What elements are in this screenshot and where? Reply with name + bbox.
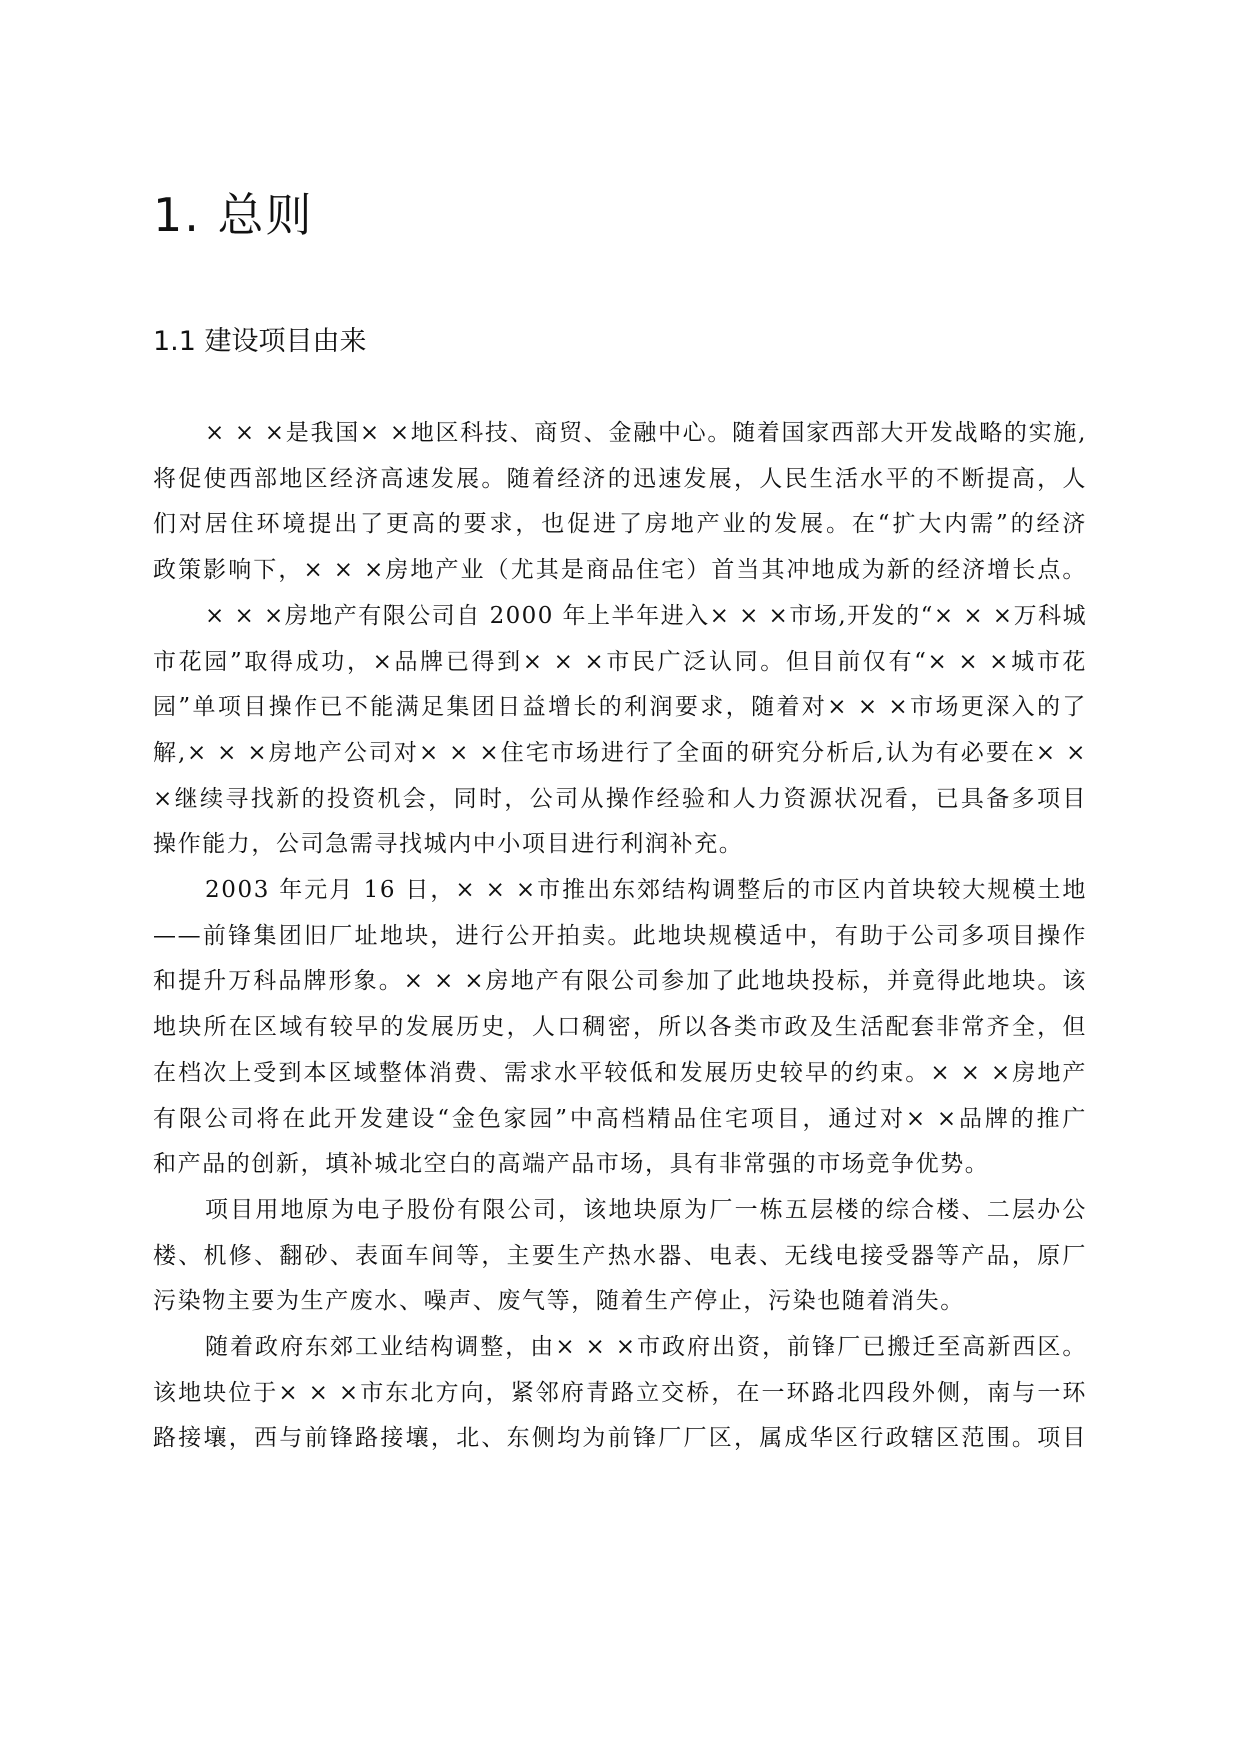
text-line: 和产品的创新，填补城北空白的高端产品市场，具有非常强的市场竞争优势。 (153, 1151, 990, 1178)
text-line: ×继续寻找新的投资机会，同时，公司从操作经验和人力资源状况看，已具备多项目 (153, 785, 1087, 812)
text-line: 该地块位于× × ×市东北方向，紧邻府青路立交桥，在一环路北四段外侧，南与一环 (153, 1379, 1087, 1406)
text-line: 楼、机修、翻砂、表面车间等，主要生产热水器、电表、无线电接受器等产品，原厂 (153, 1242, 1087, 1269)
text-line: 路接壤，西与前锋路接壤，北、东侧均为前锋厂厂区，属成华区行政辖区范围。项目 (153, 1425, 1087, 1452)
paragraph-3 (153, 868, 1087, 1188)
text-line: ——前锋集团旧厂址地块，进行公开拍卖。此地块规模适中，有助于公司多项目操作 (153, 922, 1087, 949)
text-line: 有限公司将在此开发建设“金色家园”中高档精品住宅项目，通过对× ×品牌的推广 (153, 1105, 1087, 1132)
text-line: 们对居住环境提出了更高的要求，也促进了房地产业的发展。在“扩大内需”的经济 (153, 511, 1087, 538)
text-line: 污染物主要为生产废水、噪声、废气等，随着生产停止，污染也随着消失。 (153, 1288, 965, 1315)
text-line: 在档次上受到本区域整体消费、需求水平较低和发展历史较早的约束。× × ×房地产 (153, 1059, 1087, 1086)
text-line: 将促使西部地区经济高速发展。随着经济的迅速发展，人民生活水平的不断提高，人 (153, 465, 1087, 492)
text-line: 园”单项目操作已不能满足集团日益增长的利润要求，随着对× × ×市场更深入的了 (153, 694, 1087, 721)
section-title: 1.1 建设项目由来 (153, 326, 367, 357)
paragraph-2 (153, 594, 1087, 868)
chapter-title: 1. 总则 (153, 188, 314, 242)
body-text (153, 411, 1087, 1462)
text-line: × × ×是我国× ×地区科技、商贸、金融中心。随着国家西部大开发战略的实施, (205, 420, 1087, 446)
text-line: 政策影响下，× × ×房地产业（尤其是商品住宅）首当其冲地成为新的经济增长点。 (153, 557, 1087, 584)
text-line: 随着政府东郊工业结构调整，由× × ×市政府出资，前锋厂已搬迁至高新西区。 (205, 1334, 1087, 1361)
text-line: 市花园”取得成功，×品牌已得到× × ×市民广泛认同。但目前仅有“× × ×城市花 (153, 648, 1087, 675)
text-line: 项目用地原为电子股份有限公司，该地块原为厂一栋五层楼的综合楼、二层办公 (205, 1196, 1087, 1223)
paragraph-1 (153, 411, 1087, 594)
paragraph-4 (153, 1188, 1087, 1325)
text-line: × × ×房地产有限公司自 2000 年上半年进入× × ×市场,开发的“× × ×万科城 (205, 602, 1087, 629)
text-line: 操作能力，公司急需寻找城内中小项目进行利润补充。 (153, 831, 744, 858)
text-line: 2003 年元月 16 日，× × ×市推出东郊结构调整后的市区内首块较大规模土地 (205, 877, 1087, 904)
text-line: 解,× × ×房地产公司对× × ×住宅市场进行了全面的研究分析后,认为有必要在× × (153, 739, 1087, 766)
text-line: 和提升万科品牌形象。× × ×房地产有限公司参加了此地块投标，并竟得此地块。该 (153, 968, 1087, 995)
text-line: 地块所在区域有较早的发展历史，人口稠密，所以各类市政及生活配套非常齐全，但 (153, 1014, 1087, 1041)
paragraph-5 (153, 1325, 1087, 1462)
